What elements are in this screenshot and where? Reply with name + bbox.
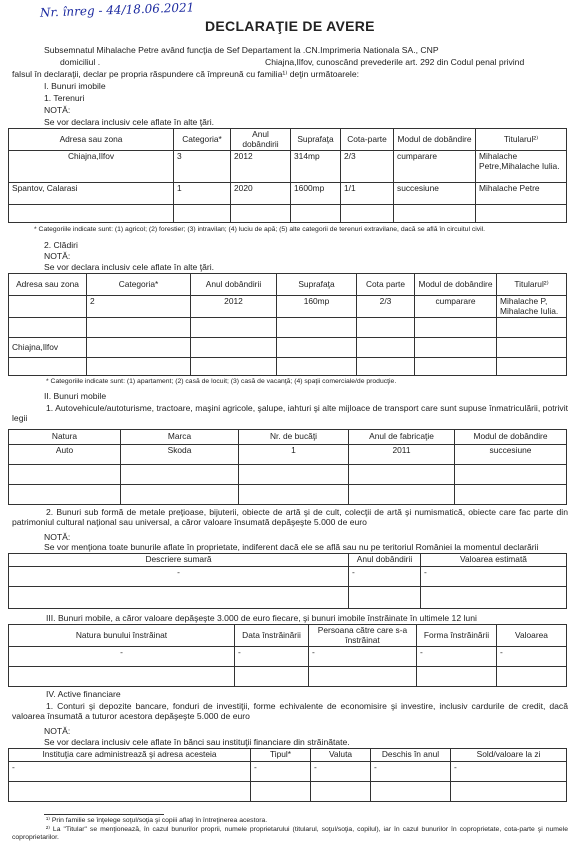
table-cell: - bbox=[235, 647, 309, 667]
nota-text: Se vor declara inclusiv cele aflate în bănci sau instituţii financiare din străinătate. bbox=[44, 737, 350, 747]
table-cell bbox=[476, 205, 567, 223]
table-cell: 2/3 bbox=[341, 151, 394, 183]
header-cell: Adresa sau zona bbox=[9, 129, 174, 151]
header-cell: Nr. de bucăţi bbox=[239, 430, 349, 445]
terenuri-table bbox=[8, 128, 567, 223]
table-cell: - bbox=[417, 647, 497, 667]
table-row bbox=[9, 485, 567, 505]
table-cell: 1 bbox=[174, 183, 231, 205]
table-cell bbox=[9, 586, 349, 608]
table-cell bbox=[235, 667, 309, 687]
table-row bbox=[9, 566, 567, 586]
table-row bbox=[9, 318, 567, 338]
header-cell: Valuta bbox=[311, 749, 371, 762]
table-cell bbox=[349, 465, 455, 485]
header-cell: Data înstrăinării bbox=[235, 625, 309, 647]
subsection-cladiri: 2. Clădiri bbox=[44, 240, 78, 250]
table-cell bbox=[121, 465, 239, 485]
header-cell: Natura bbox=[9, 430, 121, 445]
table-cell: - bbox=[9, 761, 251, 781]
table-cell bbox=[251, 781, 311, 801]
table-cell bbox=[417, 667, 497, 687]
conturi-text: 1. Conturi şi depozite bancare, fonduri de investiţii, forme echivalente de economisire şi investire, inclusiv cardurile de credit, dacă valoarea însumată a tuturor acestora depăşeşte 5.000 de euro bbox=[12, 701, 568, 721]
subsection-terenuri: 1. Terenuri bbox=[44, 93, 85, 103]
table-cell bbox=[9, 465, 121, 485]
table-cell: cumparare bbox=[394, 151, 476, 183]
table-cell: 3 bbox=[174, 151, 231, 183]
table-cell: - bbox=[421, 566, 567, 586]
intro-line-3: falsul în declaraţii, declar pe propria răspundere că împreună cu familia¹⁾ deţin următoarele: bbox=[12, 69, 359, 79]
section-heading-active: IV. Active financiare bbox=[46, 689, 121, 699]
table-row bbox=[9, 296, 567, 318]
intro-line-1: Subsemnatul Mihalache Petre având funcţia de Sef Departament la .CN.Imprimeria Nationala SA., CNP bbox=[44, 45, 439, 55]
footnote-divider bbox=[44, 814, 164, 815]
table-cell bbox=[349, 586, 421, 608]
table-cell bbox=[239, 465, 349, 485]
metale-text: 2. Bunuri sub formă de metale preţioase, bijuterii, obiecte de artă şi de cult, colecţii de artă şi numismatică, obiecte care fac parte din patrimoniul cultural naţional sau universal, a căror valoare însumată depăşeşte 5.000 de euro bbox=[12, 507, 568, 527]
table-cell bbox=[9, 485, 121, 505]
table-row bbox=[9, 338, 567, 358]
table-cell: 2011 bbox=[349, 445, 455, 465]
document-title: DECLARAŢIE DE AVERE bbox=[205, 18, 375, 34]
table-cell bbox=[9, 205, 174, 223]
table-cell bbox=[357, 318, 415, 338]
header-cell: Marca bbox=[121, 430, 239, 445]
table-cell bbox=[497, 318, 567, 338]
autovehicule-table bbox=[8, 429, 567, 505]
table-row bbox=[9, 205, 567, 223]
table-cell bbox=[291, 205, 341, 223]
section-heading-instrainate: III. Bunuri mobile, a căror valoare depăşeşte 3.000 de euro fiecare, şi bunuri imobile înstrăinate în ultimele 12 luni bbox=[46, 613, 477, 623]
header-cell: Descriere sumară bbox=[9, 554, 349, 567]
table-cell bbox=[87, 318, 191, 338]
table-cell bbox=[357, 338, 415, 358]
instrainate-table bbox=[8, 624, 567, 687]
table-cell bbox=[9, 296, 87, 318]
table-cell bbox=[357, 358, 415, 376]
table-cell bbox=[371, 781, 451, 801]
table-cell bbox=[497, 338, 567, 358]
table-cell: - bbox=[349, 566, 421, 586]
intro-line-2b: Chiajna,Ilfov, cunoscând prevederile art. 292 din Codul penal privind bbox=[265, 57, 525, 67]
table-cell: 1/1 bbox=[341, 183, 394, 205]
table-cell bbox=[191, 358, 277, 376]
table-cell bbox=[239, 485, 349, 505]
table-cell: cumparare bbox=[415, 296, 497, 318]
table-cell bbox=[349, 485, 455, 505]
footnote-2: ²⁾ La "Titular" se menţionează, în cazul bunurilor proprii, numele proprietarului (titularul, soţul/soţia, copilul), iar în cazul bunurilor în coproprietate, cota-parte şi numele coproprietarilor. bbox=[12, 826, 568, 841]
table-cell bbox=[451, 781, 567, 801]
header-cell: Suprafaţa bbox=[277, 274, 357, 296]
registration-number: Nr. înreg - 44/18.06.2021 bbox=[39, 0, 195, 20]
table-cell bbox=[277, 338, 357, 358]
table-cell bbox=[191, 338, 277, 358]
table-row bbox=[9, 445, 567, 465]
table-cell: Mihalache P, Mihalache Iulia. bbox=[497, 296, 567, 318]
table-cell bbox=[421, 586, 567, 608]
table-row bbox=[9, 358, 567, 376]
nota-label: NOTĂ: bbox=[44, 251, 71, 261]
table-cell bbox=[341, 205, 394, 223]
header-cell: Sold/valoare la zi bbox=[451, 749, 567, 762]
table-cell bbox=[277, 318, 357, 338]
table-row bbox=[9, 586, 567, 608]
table-row bbox=[9, 761, 567, 781]
table-cell bbox=[497, 358, 567, 376]
table-row bbox=[9, 667, 567, 687]
conturi-table bbox=[8, 748, 567, 802]
table-cell: 1600mp bbox=[291, 183, 341, 205]
table-cell bbox=[415, 358, 497, 376]
header-cell: Natura bunului înstrăinat bbox=[9, 625, 235, 647]
nota-text: Se vor declara inclusiv cele aflate în alte ţări. bbox=[44, 262, 215, 272]
table-cell: - bbox=[311, 761, 371, 781]
header-cell: Instituţia care administrează şi adresa acesteia bbox=[9, 749, 251, 762]
cladiri-footnote: * Categoriile indicate sunt: (1) apartament; (2) casă de locuit; (3) casă de vacanţă; (4) spaţii comerciale/de producţie. bbox=[46, 378, 397, 385]
nota-label: NOTĂ: bbox=[44, 105, 71, 115]
header-cell: Persoana către care s-a înstrăinat bbox=[309, 625, 417, 647]
table-cell: - bbox=[251, 761, 311, 781]
table-cell: Auto bbox=[9, 445, 121, 465]
table-cell: - bbox=[371, 761, 451, 781]
table-cell bbox=[87, 358, 191, 376]
header-cell: Categoria* bbox=[174, 129, 231, 151]
header-cell: Valoarea estimată bbox=[421, 554, 567, 567]
header-cell: Suprafaţa bbox=[291, 129, 341, 151]
autovehicule-text: 1. Autovehicule/autoturisme, tractoare, maşini agricole, şalupe, iahturi şi alte mijloace de transport care sunt supuse înmatriculării, potrivit legii bbox=[12, 403, 568, 423]
table-cell: Mihalache Petre bbox=[476, 183, 567, 205]
table-cell: succesiune bbox=[394, 183, 476, 205]
table-cell bbox=[497, 667, 567, 687]
table-cell: 314mp bbox=[291, 151, 341, 183]
table-cell bbox=[394, 205, 476, 223]
table-cell: Skoda bbox=[121, 445, 239, 465]
header-cell: Categoria* bbox=[87, 274, 191, 296]
section-heading-mobile: II. Bunuri mobile bbox=[44, 391, 107, 401]
header-cell: Cota-parte bbox=[341, 129, 394, 151]
table-cell bbox=[455, 485, 567, 505]
terenuri-footnote: * Categoriile indicate sunt: (1) agricol; (2) forestier; (3) intravilan; (4) luciu de apă; (5) alte categorii de terenuri extravilane, dacă se află în circuitul civil. bbox=[34, 226, 486, 233]
table-cell bbox=[415, 318, 497, 338]
table-cell: - bbox=[9, 647, 235, 667]
header-cell: Adresa sau zona bbox=[9, 274, 87, 296]
table-cell bbox=[277, 358, 357, 376]
nota-label: NOTĂ: bbox=[44, 726, 71, 736]
header-cell: Anul dobândirii bbox=[231, 129, 291, 151]
table-cell bbox=[9, 318, 87, 338]
header-cell: Titularul²⁾ bbox=[497, 274, 567, 296]
table-row bbox=[9, 647, 567, 667]
table-cell: - bbox=[451, 761, 567, 781]
table-cell: succesiune bbox=[455, 445, 567, 465]
table-cell: - bbox=[9, 566, 349, 586]
section-heading-imobile: I. Bunuri imobile bbox=[44, 81, 106, 91]
table-cell bbox=[9, 781, 251, 801]
table-cell bbox=[309, 667, 417, 687]
nota-text: Se vor declara inclusiv cele aflate în alte ţări. bbox=[44, 117, 215, 127]
header-cell: Anul de fabricaţie bbox=[349, 430, 455, 445]
table-row bbox=[9, 183, 567, 205]
intro-line-2a: domiciliul . bbox=[60, 57, 101, 67]
table-cell bbox=[415, 338, 497, 358]
table-cell: 2012 bbox=[231, 151, 291, 183]
table-cell: Spantov, Calarasi bbox=[9, 183, 174, 205]
header-cell: Modul de dobândire bbox=[455, 430, 567, 445]
table-row bbox=[9, 465, 567, 485]
table-cell bbox=[174, 205, 231, 223]
table-cell: 2 bbox=[87, 296, 191, 318]
table-cell: 2012 bbox=[191, 296, 277, 318]
header-cell: Titularul²⁾ bbox=[476, 129, 567, 151]
header-cell: Deschis în anul bbox=[371, 749, 451, 762]
header-cell: Valoarea bbox=[497, 625, 567, 647]
nota-label: NOTĂ: bbox=[44, 532, 71, 542]
metale-table bbox=[8, 553, 567, 609]
header-cell: Modul de dobândire bbox=[415, 274, 497, 296]
table-cell: - bbox=[309, 647, 417, 667]
table-cell: 160mp bbox=[277, 296, 357, 318]
header-cell: Tipul* bbox=[251, 749, 311, 762]
table-cell bbox=[191, 318, 277, 338]
table-cell: Mihalache Petre,Mihalache Iulia. bbox=[476, 151, 567, 183]
table-cell bbox=[311, 781, 371, 801]
cladiri-table bbox=[8, 273, 567, 376]
header-cell: Anul dobândirii bbox=[349, 554, 421, 567]
header-cell: Forma înstrăinării bbox=[417, 625, 497, 647]
header-cell: Cota parte bbox=[357, 274, 415, 296]
table-cell: Chiajna,Ilfov bbox=[9, 338, 87, 358]
table-row bbox=[9, 781, 567, 801]
table-cell bbox=[455, 465, 567, 485]
table-cell bbox=[9, 667, 235, 687]
nota-text: Se vor menţiona toate bunurile aflate în proprietate, indiferent dacă ele se află sau nu pe teritoriul României la momentul declarării bbox=[44, 542, 539, 552]
header-cell: Anul dobândirii bbox=[191, 274, 277, 296]
table-cell: 2/3 bbox=[357, 296, 415, 318]
footnote-1: ¹⁾ Prin familie se înţelege soţul/soţia şi copiii aflaţi în întreţinerea acestora. bbox=[46, 817, 268, 824]
table-cell bbox=[121, 485, 239, 505]
table-cell: - bbox=[497, 647, 567, 667]
table-cell: 1 bbox=[239, 445, 349, 465]
table-cell: 2020 bbox=[231, 183, 291, 205]
table-cell: Chiajna,Ilfov bbox=[9, 151, 174, 183]
header-cell: Modul de dobândire bbox=[394, 129, 476, 151]
table-row bbox=[9, 151, 567, 183]
table-cell bbox=[87, 338, 191, 358]
table-cell bbox=[9, 358, 87, 376]
table-cell bbox=[231, 205, 291, 223]
